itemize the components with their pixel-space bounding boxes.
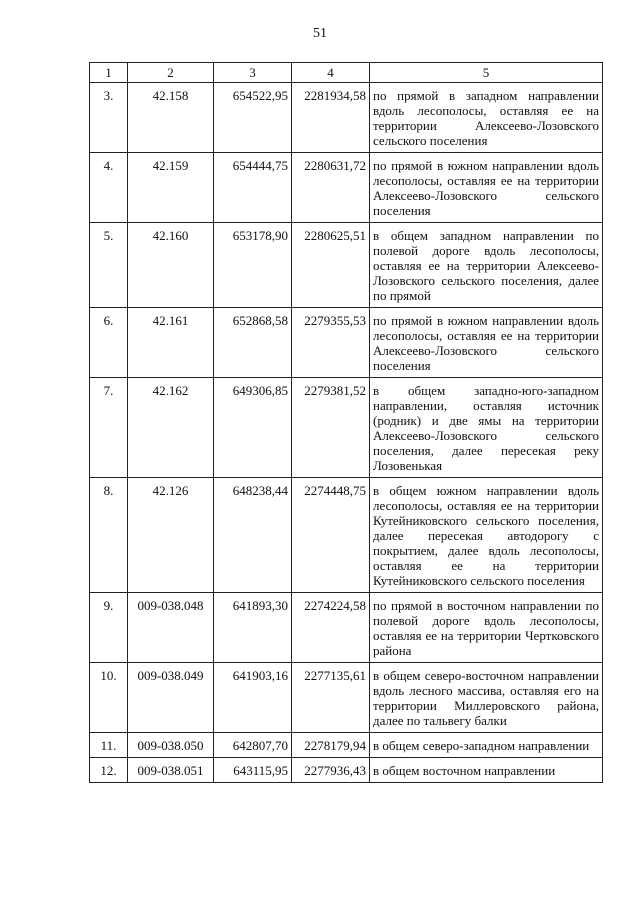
- y-coordinate-cell: 2280631,72: [292, 153, 370, 223]
- boundary-description-cell: по прямой в южном направлении вдоль лесополосы, оставляя ее на территории Алексеево-Лозовского сельского поселения: [370, 153, 603, 223]
- row-number-cell: 4.: [90, 153, 128, 223]
- point-id-cell: 009-038.049: [128, 663, 214, 733]
- table-row: [90, 378, 603, 478]
- x-coordinate-cell: 641893,30: [214, 593, 292, 663]
- x-coordinate-cell: 642807,70: [214, 733, 292, 758]
- point-id-cell: 009-038.051: [128, 758, 214, 783]
- boundary-description-cell: в общем южном направлении вдоль лесополосы, оставляя ее на территории Кутейниковского сельского поселения, далее пересекая автодорогу с покрытием, далее вдоль лесополосы, оставляя ее на территории Кутейниковского сельского поселения: [370, 478, 603, 593]
- table-row: [90, 223, 603, 308]
- boundary-description-cell: по прямой в западном направлении вдоль лесополосы, оставляя ее на территории Алексеево-Лозовского сельского поселения: [370, 83, 603, 153]
- table-row: [90, 478, 603, 593]
- row-number-cell: 12.: [90, 758, 128, 783]
- column-header: 1: [90, 63, 128, 83]
- boundary-description-cell: по прямой в восточном направлении по полевой дороге вдоль лесополосы, оставляя ее на территории Чертковского района: [370, 593, 603, 663]
- row-number-cell: 8.: [90, 478, 128, 593]
- row-number-cell: 3.: [90, 83, 128, 153]
- table-row: [90, 758, 603, 783]
- table-row: [90, 593, 603, 663]
- point-id-cell: 42.162: [128, 378, 214, 478]
- y-coordinate-cell: 2274448,75: [292, 478, 370, 593]
- y-coordinate-cell: 2281934,58: [292, 83, 370, 153]
- point-id-cell: 42.158: [128, 83, 214, 153]
- row-number-cell: 11.: [90, 733, 128, 758]
- boundary-description-cell: в общем северо-восточном направлении вдоль лесного массива, оставляя его на территории Миллеровского района, далее по тальвегу балки: [370, 663, 603, 733]
- row-number-cell: 10.: [90, 663, 128, 733]
- point-id-cell: 42.161: [128, 308, 214, 378]
- boundary-description-cell: в общем западном направлении по полевой дороге вдоль лесополосы, оставляя ее на территории Алексеево-Лозовского сельского поселения, далее по прямой: [370, 223, 603, 308]
- column-header: 2: [128, 63, 214, 83]
- boundary-description-cell: в общем западно-юго-западном направлении, оставляя источник (родник) и две ямы на территории Алексеево-Лозовского сельского поселения, далее пересекая реку Лозовенькая: [370, 378, 603, 478]
- y-coordinate-cell: 2274224,58: [292, 593, 370, 663]
- x-coordinate-cell: 652868,58: [214, 308, 292, 378]
- table-row: [90, 733, 603, 758]
- column-header: 4: [292, 63, 370, 83]
- x-coordinate-cell: 649306,85: [214, 378, 292, 478]
- table-row: [90, 83, 603, 153]
- point-id-cell: 42.126: [128, 478, 214, 593]
- point-id-cell: 009-038.050: [128, 733, 214, 758]
- x-coordinate-cell: 641903,16: [214, 663, 292, 733]
- column-header: 3: [214, 63, 292, 83]
- table-row: [90, 153, 603, 223]
- row-number-cell: 7.: [90, 378, 128, 478]
- y-coordinate-cell: 2279355,53: [292, 308, 370, 378]
- x-coordinate-cell: 653178,90: [214, 223, 292, 308]
- y-coordinate-cell: 2279381,52: [292, 378, 370, 478]
- x-coordinate-cell: 654522,95: [214, 83, 292, 153]
- boundary-description-cell: в общем восточном направлении: [370, 758, 603, 783]
- table-row: [90, 308, 603, 378]
- y-coordinate-cell: 2280625,51: [292, 223, 370, 308]
- point-id-cell: 42.159: [128, 153, 214, 223]
- row-number-cell: 6.: [90, 308, 128, 378]
- column-header: 5: [370, 63, 603, 83]
- y-coordinate-cell: 2277936,43: [292, 758, 370, 783]
- boundary-description-cell: в общем северо-западном направлении: [370, 733, 603, 758]
- page-number: 51: [313, 26, 327, 41]
- x-coordinate-cell: 654444,75: [214, 153, 292, 223]
- row-number-cell: 9.: [90, 593, 128, 663]
- boundary-table: [89, 62, 603, 783]
- x-coordinate-cell: 643115,95: [214, 758, 292, 783]
- y-coordinate-cell: 2278179,94: [292, 733, 370, 758]
- x-coordinate-cell: 648238,44: [214, 478, 292, 593]
- boundary-description-cell: по прямой в южном направлении вдоль лесополосы, оставляя ее на территории Алексеево-Лозовского сельского поселения: [370, 308, 603, 378]
- point-id-cell: 009-038.048: [128, 593, 214, 663]
- table-header-row: [90, 63, 603, 83]
- table-row: [90, 663, 603, 733]
- row-number-cell: 5.: [90, 223, 128, 308]
- point-id-cell: 42.160: [128, 223, 214, 308]
- y-coordinate-cell: 2277135,61: [292, 663, 370, 733]
